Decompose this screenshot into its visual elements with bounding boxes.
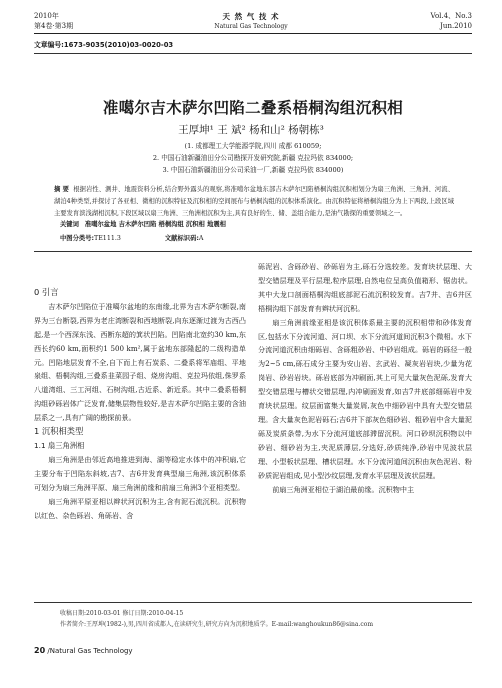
affiliation-1: (1. 成都理工大学能源学院,四川 成都 610059; [184,142,322,150]
header-year: 2010年 [34,12,59,20]
abstract-rule [34,251,472,252]
abstract [54,184,454,220]
clc-label: 中图分类号: [60,235,95,242]
right-paragraph-1: 砾泥岩、含砾砂岩、砂砾岩为主,砾石分选较差。发育块状层理、大型交错层理及平行层理,粒序层理,自然电位呈高负值箱形、锯齿状。其中大龙口剖面梧桐沟组底部泥石流沉积较发育。吉7井、吉6井区梧桐沟组下部发育有辫状河沉积。 [258,262,472,313]
keywords [60,219,226,228]
abstract-label: 摘 要 [54,186,70,193]
page-footer [34,646,133,655]
intro-paragraph: 吉木萨尔凹陷位于准噶尔盆地的东南缘,北界为吉木萨尔断裂,南界为三台断裂,西界为老庄湾断裂和西地断裂,向东逐渐过渡为古西凸起,是一个西深东浅、西断东超的箕状凹陷。凹陷南北宽约30 km,东西长约60 km,面积约1 500 km²,属于盆地东部隆起的二级构造单元。凹陷地层发育不全,自下而上有石炭系、二叠系将军庙组、平地泉组、梧桐沟组,三叠系韭菜园子组、烧房沟组、克拉玛依组,侏罗系八道湾组、三工河组、石树沟组,古近系、新近系。其中二叠系梧桐沟组砂砾岩体广泛发育,储集层物性较好,是吉木萨尔凹陷主要的含油层系之一,具有广阔的勘探前景。 [34,301,246,423]
fan-delta-paragraph: 扇三角洲是由邻近高地推进到海、湖等稳定水体中的冲积扇,它主要分布于凹陷东斜坡,吉7、吉6井发育典型扇三角洲,该沉积体系可划分为扇三角洲平原、扇三角洲前缘和前扇三角洲3个亚相类型。 [34,454,246,492]
article-rule [34,53,472,54]
header-volume: Vol.4、No.3 [430,12,472,20]
keywords-items: 准噶尔盆地 吉木萨尔凹陷 梧桐沟组 沉积相 地震相 [84,221,226,228]
footnote-rule [34,602,472,603]
affiliation-3: 3. 中国石油新疆油田分公司采油一厂,新疆 克拉玛依 834000) [162,166,344,174]
page-number: 20 [34,646,46,655]
right-paragraph-3: 前扇三角洲亚相位于湖泊最前缘。沉积物中主 [272,484,415,494]
journal-name-en: Natural Gas Technology [214,23,288,30]
article-title: 准噶尔吉木萨尔凹陷二叠系梧桐沟组沉积相 [102,99,404,117]
section-facies-heading: 1 沉积相类型 [34,426,84,437]
authors: 王厚坤¹ 王 斌² 杨和山² 杨朝栋³ [178,124,324,136]
clc-value: TE111.3 [94,235,121,242]
right-column [258,260,472,496]
doc-code-value: A [198,235,204,242]
article-number: 文章编号:1673-9035(2010)03-0020-03 [34,41,174,49]
header-date: Jun.2010 [440,22,472,30]
affiliation-2: 2. 中国石油新疆油田分公司勘探开发研究院,新疆 克拉玛依 834000; [152,154,354,162]
footnote-author: 作者简介:王厚坤(1982-),男,四川省成都人,在读研究生,研究方向为沉积地质学。E-mail:wanghoukun86@sina.com [60,621,374,628]
header-rule [34,33,472,34]
right-paragraph-2: 扇三角洲前缘亚相是该沉积体系最主要的沉积相带和砂体发育区,包括水下分流河道、河口坝、水下分流河道间沉积3个微相。水下分流河道沉积由细砾岩、含砾粗砂岩、中砂岩组成。砾岩的砾径一般为2~5 cm,砾石成分主要为安山岩、玄武岩、凝灰岩岩块,少量为花岗岩、砂岩岩块。砾岩底部为冲刷面,其上可见大量灰色泥砾,发育大型交错层理与槽状交错层理,内冲刷面发育,如吉7井底部细砾岩中发育块状层理。纹层面富集大量炭屑,灰色中细砂岩中具有大型交错层理。含大量灰色泥岩砾石;吉6井下部灰色细砂岩、粗砂岩中含大量泥砾及炭质条带,为水下分流河道底部滞留沉积。河口砂坝沉积物以中砂岩、细砂岩为主,夹泥质薄层,分选好,砂质纯净,砂岩中见波状层理、小型板状层理、槽状层理。水下分流河道间沉积由灰色泥岩、粉砂质泥岩组成,见小型沙纹层理,发育水平层理及波状层理。 [258,317,472,480]
subsection-fan-delta-heading: 1.1 扇三角洲相 [34,440,85,450]
footnote-received: 收稿日期:2010-03-01 修订日期:2010-04-15 [60,610,184,617]
header-issue: 第4卷·第3期 [34,22,74,30]
footer-journal: /Natural Gas Technology [47,647,133,655]
doc-code-label: 文献标识码: [164,235,199,242]
classification [60,233,203,242]
keywords-label: 关键词 [60,221,79,228]
journal-name-cn: 天 然 气 技 术 [222,12,280,21]
left-column [34,260,246,522]
fan-delta-plain-paragraph: 扇三角洲平原亚相以辫状河沉积为主,含有泥石流沉积。沉积物以红色、杂色砾岩、角砾岩、含 [34,496,246,520]
section-intro-heading: 0 引言 [34,287,59,297]
abstract-text: 根据岩性、测井、地震资料分析,结合野外露头的观察,将准噶尔盆地东部吉木萨尔凹陷梧桐沟组沉积相划分为扇三角洲、三角洲、河流、湖泊4种类型,并探讨了各亚相、微相的沉积特征及沉积相的空间展布与梧桐沟组的沉积体系演化。由沉积特征将梧桐沟组分为上下两段,上段区域主要发育滨浅湖相沉积,下段区域以扇三角洲、三角洲相沉积为主,具有良好的生、储、盖组合能力,是油气勘探的重要领域之一。 [54,186,454,217]
